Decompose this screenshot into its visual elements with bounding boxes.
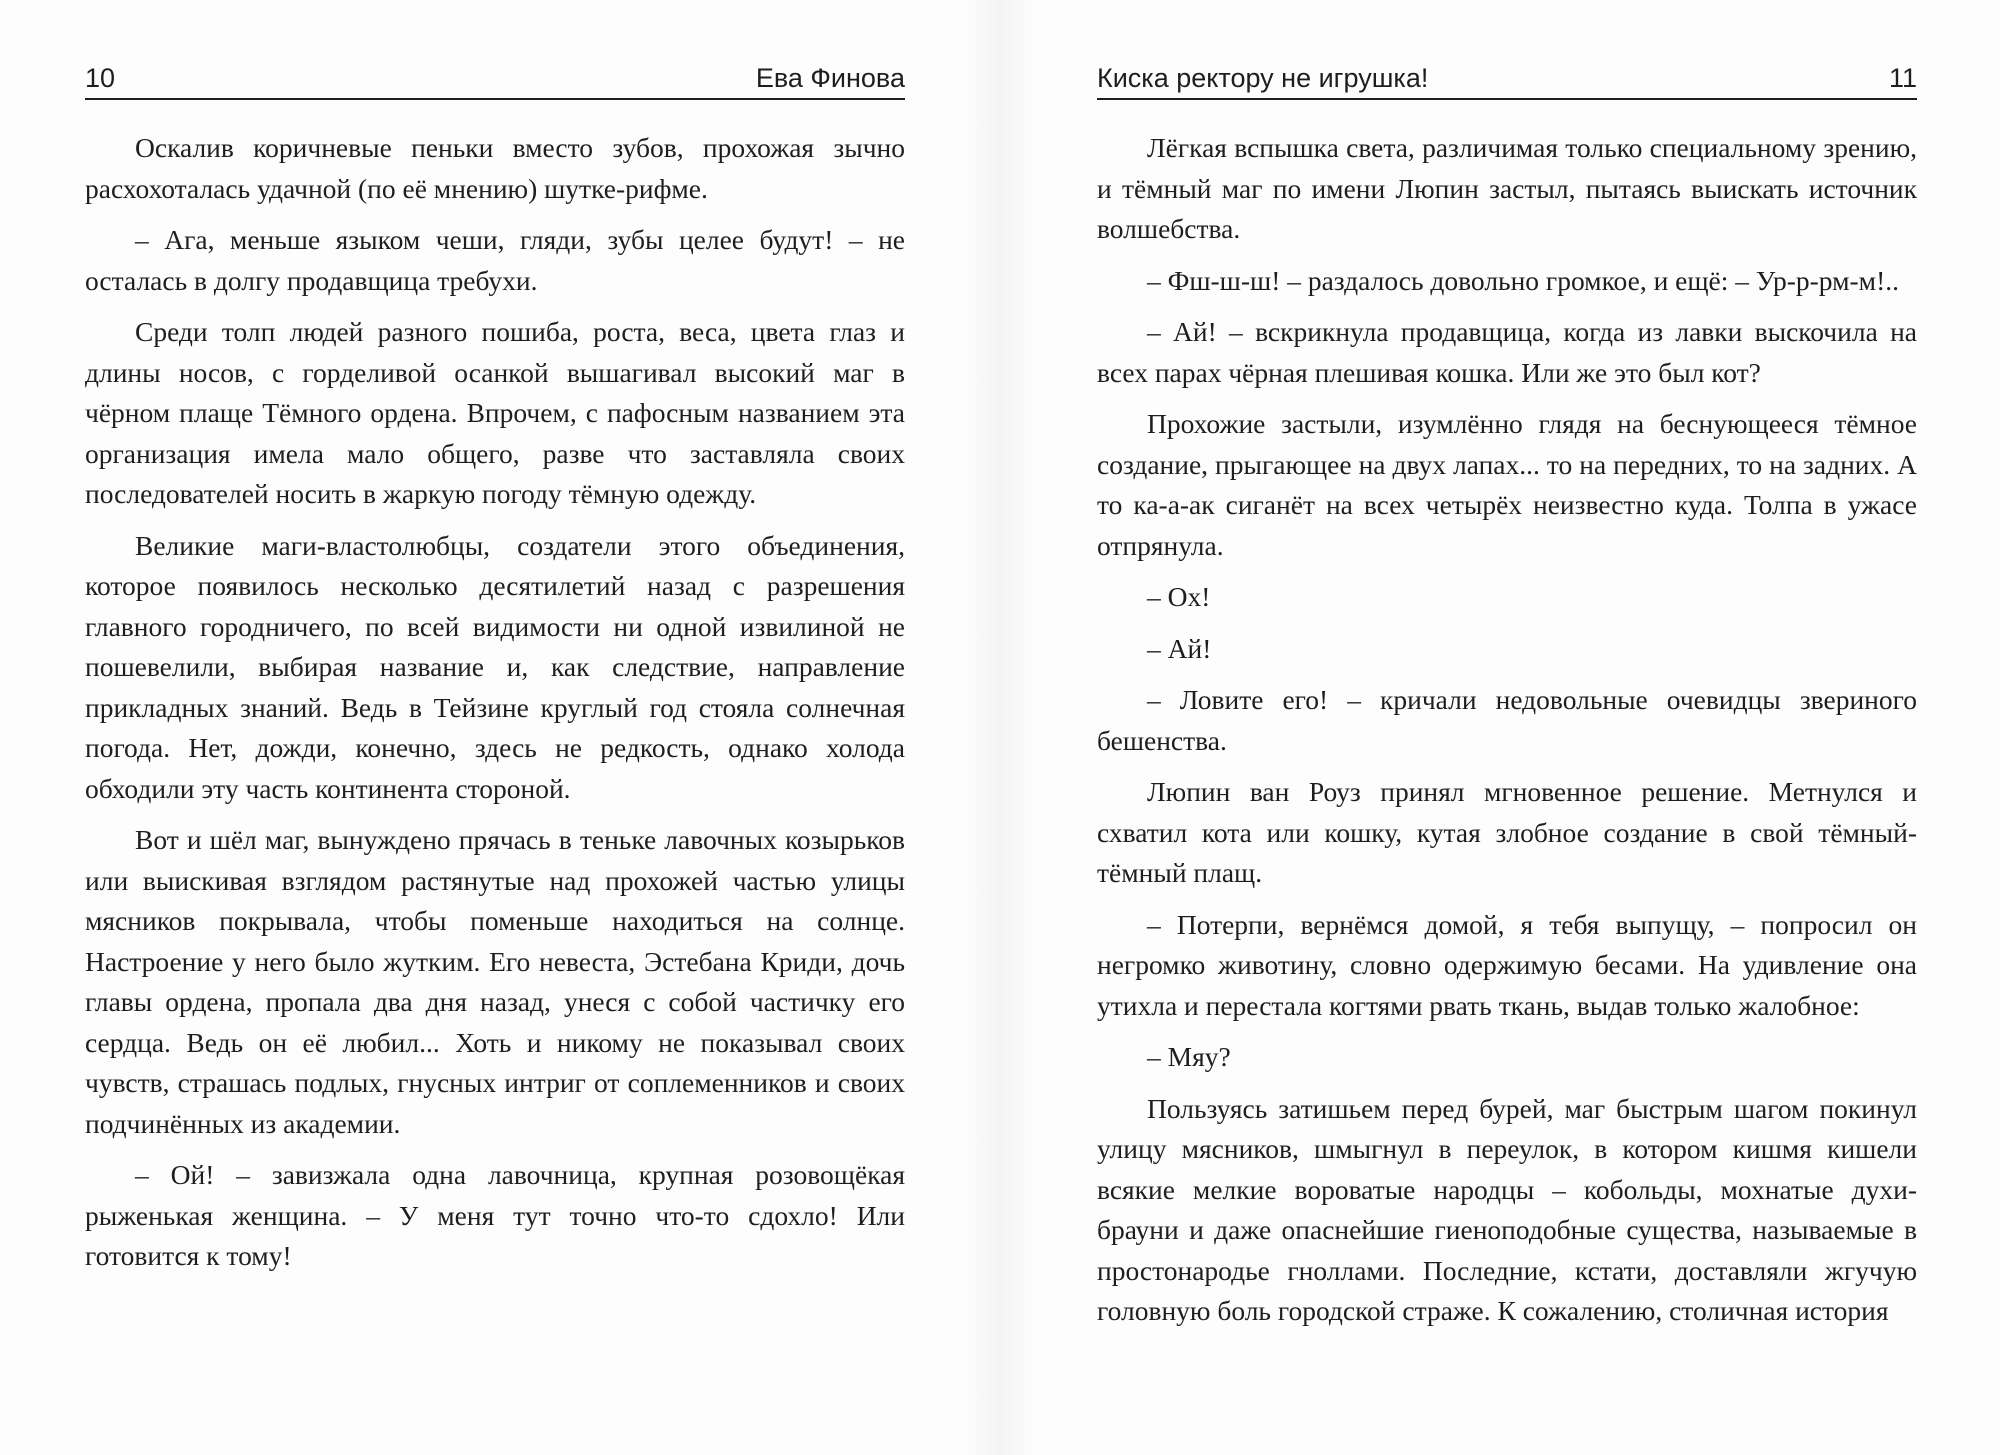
left-body-text	[85, 128, 905, 1288]
right-paragraph: – Ай! – вскрикнула продавщица, когда из лавки выскочила на всех парах чёрная плешивая кошка. Или же это был кот?	[1097, 316, 1917, 388]
right-paragraph: – Ловите его! – кричали недовольные очевидцы звериного бешенства.	[1097, 684, 1917, 756]
right-paragraph: Пользуясь затишьем перед бурей, маг быстрым шагом покинул улицу мясников, шмыгнул в переулок, в котором кишмя кишели всякие мелкие вороватые народцы – кобольды, мохнатые духи-брауни и даже опаснейшие гиеноподобные существа, называемые в простонародье гноллами. Последние, кстати, доставляли жгучую головную боль городской страже. К сожалению, столичная история	[1097, 1092, 1917, 1326]
right-running-head-title: Киска ректору не игрушка!	[1097, 63, 1429, 93]
right-body-text	[1097, 128, 1917, 1343]
right-paragraph: – Ох!	[1147, 581, 1211, 612]
right-running-head	[1097, 58, 1917, 100]
left-running-head-author: Ева Финова	[755, 63, 905, 93]
left-running-head	[85, 58, 905, 100]
right-paragraph: – Потерпи, вернёмся домой, я тебя выпущу, – попросил он негромко животину, словно одержимую бесами. На удивление она утихла и перестала когтями рвать ткань, выдав только жалобное:	[1097, 908, 1917, 1021]
left-paragraph: – Ага, меньше языком чеши, гляди, зубы целее будут! – не осталась в долгу продавщица требухи.	[85, 224, 905, 296]
right-paragraph: Люпин ван Роуз принял мгновенное решение. Метнулся и схватил кота или кошку, кутая злобное создание в свой тёмный-тёмный плащ.	[1097, 776, 1917, 888]
right-paragraph: Лёгкая вспышка света, различимая только специальному зрению, и тёмный маг по имени Люпин застыл, пытаясь выискать источник волшебства.	[1097, 132, 1917, 244]
left-page	[85, 0, 905, 1455]
left-paragraph: Вот и шёл маг, вынуждено прячась в теньке лавочных козырьков или выискивая взглядом растянутые над прохожей частью улицы мясников покрывала, чтобы поменьше находиться на солнце. Настроение у него было жутким. Его невеста, Эстебана Криди, дочь главы ордена, пропала два дня назад, унеся с собой частичку его сердца. Ведь он её любил... Хоть и никому не показывал своих чувств, страшась подлых, гнусных интриг от соплеменников и своих подчинённых из академии.	[85, 824, 905, 1139]
right-paragraph: – Фш-ш-ш! – раздалось довольно громкое, и ещё: – Ур-р-рм-м!..	[1147, 264, 1899, 296]
gutter-shadow	[960, 0, 1040, 1455]
right-paragraph: – Мяу?	[1147, 1041, 1231, 1072]
left-page-number: 10	[85, 63, 116, 93]
right-paragraph: Прохожие застыли, изумлённо глядя на беснующееся тёмное создание, прыгающее на двух лапах... то на передних, то на задних. А то ка-а-ак сиганёт на всех четырёх неизвестно куда. Толпа в ужасе отпрянула.	[1097, 408, 1917, 561]
right-page	[1097, 0, 1917, 1455]
left-paragraph: – Ой! – завизжала одна лавочница, крупная розовощёкая рыженькая женщина. – У меня тут точно что-то сдохло! Или готовится к тому!	[85, 1159, 905, 1271]
right-page-number: 11	[1888, 63, 1917, 93]
right-paragraph: – Ай!	[1147, 632, 1212, 664]
left-paragraph: Великие маги-властолюбцы, создатели этого объединения, которое появилось несколько десятилетий назад с разрешения главного городничего, по всей видимости ни одной извилиной не пошевелили, выбирая название и, как следствие, направление прикладных знаний. Ведь в Тейзине круглый год стояла солнечная погода. Нет, дожди, конечно, здесь не редкость, однако холода обходили эту часть континента стороной.	[85, 529, 905, 804]
left-paragraph: Среди толп людей разного пошиба, роста, веса, цвета глаз и длины носов, с горделивой осанкой вышагивал высокий маг в чёрном плаще Тёмного ордена. Впрочем, с пафосным названием эта организация имела мало общего, разве что заставляла своих последователей носить в жаркую погоду тёмную одежду.	[85, 316, 905, 509]
left-paragraph: Оскалив коричневые пеньки вместо зубов, прохожая зычно расхохоталась удачной (по её мнению) шутке-рифме.	[85, 132, 905, 204]
